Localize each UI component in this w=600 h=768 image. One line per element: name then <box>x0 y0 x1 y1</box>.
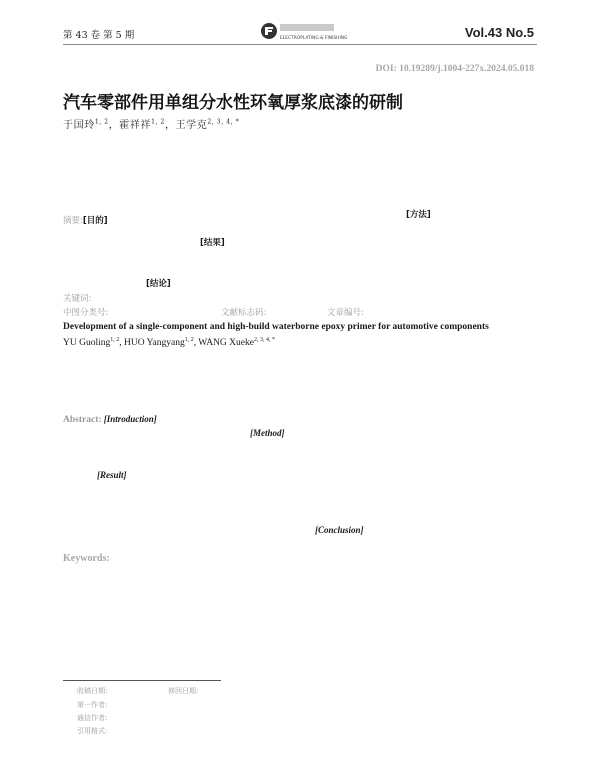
received-date-label: 收稿日期: <box>77 687 108 695</box>
article-number-label: 文章编号: <box>327 308 364 318</box>
journal-logo <box>260 20 348 42</box>
author-affiliation: 2, 3, 4, * <box>207 118 240 126</box>
keywords-en-label: Keywords: <box>63 553 110 564</box>
footnote-rule <box>63 680 221 681</box>
conclusion-label-en: [Conclusion] <box>315 525 364 535</box>
journal-logo-text: ELECTROPLATING & FINISHING <box>280 36 348 41</box>
document-code-label: 文献标志码: <box>221 308 267 318</box>
issue-label-cn: 第 43 卷 第 5 期 <box>63 30 135 41</box>
authors-en: YU Guoling$^{1, 2}$, HUO Yangyang$^{1, 2}$, WANG Xueke$^{2, 3, 4, *}$ <box>63 336 275 348</box>
author-cn: 于国玲 <box>63 120 95 131</box>
method-label-en: [Method] <box>250 428 285 438</box>
title-en: Development of a single-component and high-build waterborne epoxy primer for automotive components <box>63 322 489 332</box>
abstract-cn-start <box>63 208 108 227</box>
objective-label: [目的] <box>82 216 108 226</box>
abstract-cn-label: 摘要: <box>63 216 83 226</box>
clc-number-label: 中图分类号: <box>63 308 109 318</box>
author-affiliation: 1, 2 <box>184 336 194 343</box>
author-en: HUO Yangyang <box>124 338 185 348</box>
keywords-cn-label: 关键词: <box>63 294 92 304</box>
conclusion-label-cn: [结论] <box>146 279 171 289</box>
authors-cn: 于国玲$^{1, 2}$，霍祥祥$^{1, 2}$，王学克$^{2, 3, 4, *}$ <box>63 118 240 131</box>
author-affiliation: 1, 2 <box>94 118 109 126</box>
author-en: YU Guoling <box>63 338 111 348</box>
doi[interactable]: DOI: 10.19289/j.1004-227x.2024.05.018 <box>375 64 534 74</box>
abstract-en-label: Abstract: <box>63 415 102 425</box>
author-affiliation: 2, 3, 4, * <box>253 336 275 343</box>
author-cn: 霍祥祥 <box>119 120 152 131</box>
author-cn: 王学克 <box>175 120 208 131</box>
author-affiliation: 1, 2 <box>110 336 120 343</box>
first-author-label: 第一作者: <box>77 701 108 709</box>
corresponding-author-label: 通信作者: <box>77 714 108 722</box>
result-label-cn: [结果] <box>200 238 225 248</box>
abstract-en-start <box>63 414 157 425</box>
revised-date-label: 修回日期: <box>168 687 199 695</box>
author-en: WANG Xueke <box>198 338 254 348</box>
citation-label: 引用格式: <box>77 727 108 735</box>
title-cn: 汽车零部件用单组分水性环氧厚浆底漆的研制 <box>63 93 403 113</box>
introduction-label: [Introduction] <box>103 414 157 424</box>
header-rule <box>63 44 537 45</box>
result-label-en: [Result] <box>97 470 127 480</box>
volume-number: Vol.43 No.5 <box>464 25 534 40</box>
method-label-cn: [方法] <box>406 210 431 220</box>
author-affiliation: 1, 2 <box>151 118 165 126</box>
